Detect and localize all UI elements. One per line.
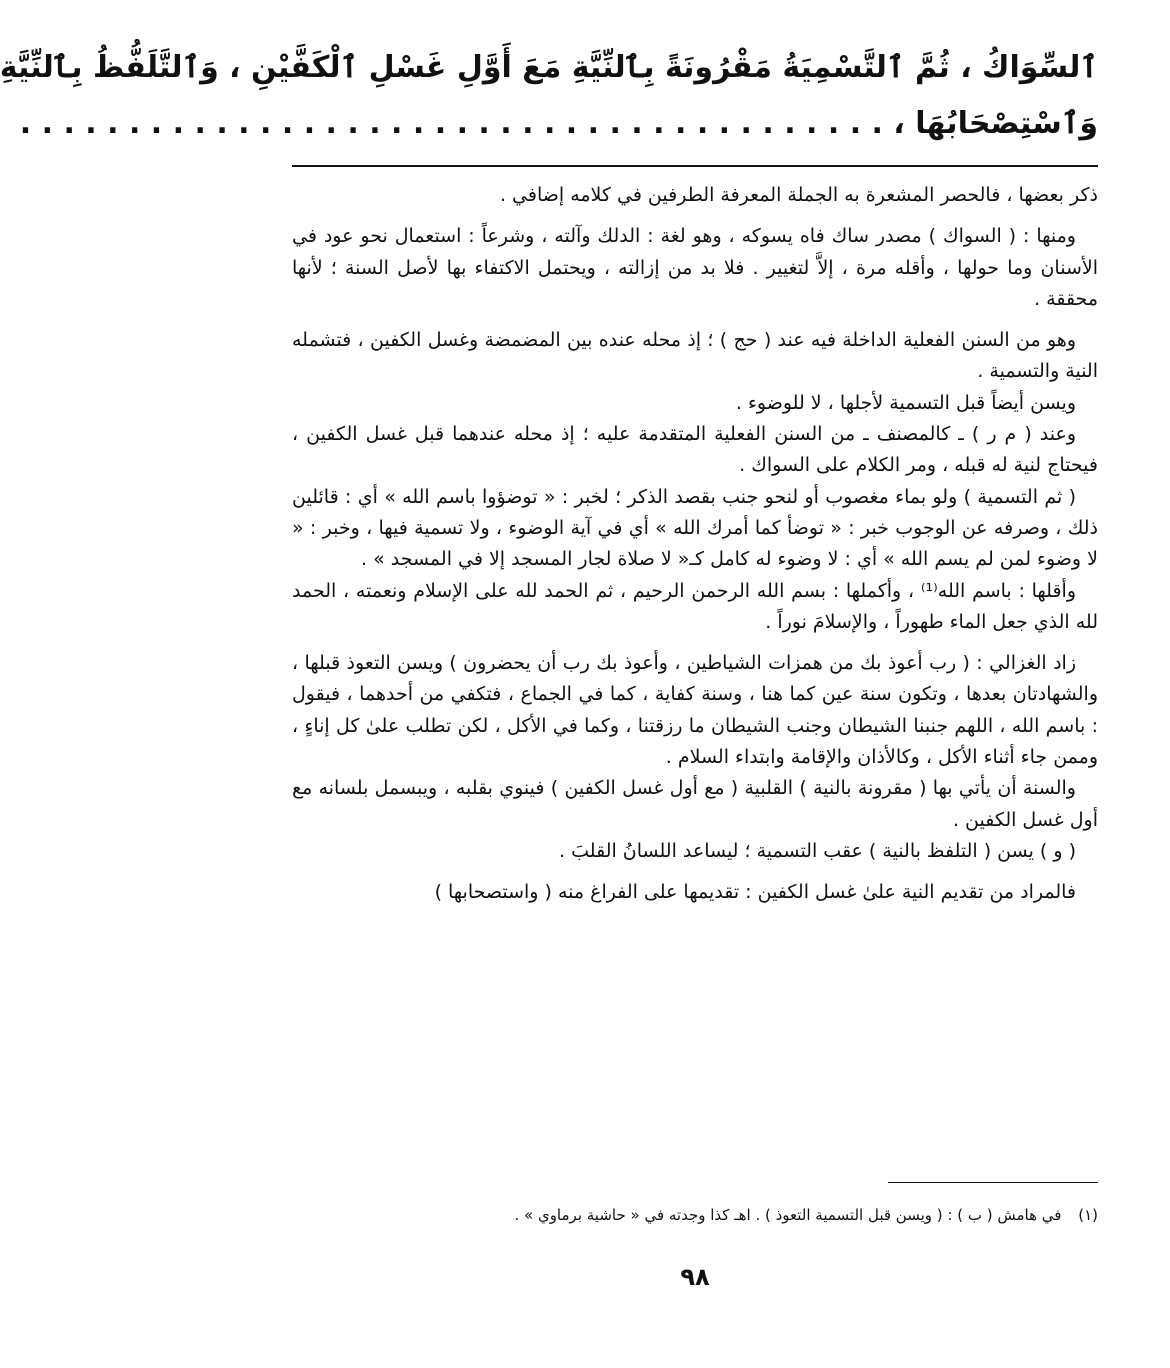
commentary-paragraph: زاد الغزالي : ( رب أعوذ بك من همزات الشياطين ، وأعوذ بك رب أن يحضرون ) ويسن التعوذ قبلها ، والشهادتان بعدها ، وتكون سنة عين كما هنا ، وسنة كفاية ، كما في الجماع ، فتكفي من أحدهما ، فيقول : باسم الله ، اللهم جنبنا الشيطان وجنب الشيطان ما رزقتنا ، وكما في الأكل ، لكن تطلب علىٰ كل إناءٍ ، وممن جاء أثناء الأكل ، وكالأذان والإقامة وابتداء السلام . bbox=[292, 652, 1098, 769]
footnote-text: في هامش ( ب ) : ( ويسن قبل التسمية التعوذ ) . اهـ كذا وجدته في « حاشية برماوي » . bbox=[514, 1206, 1062, 1224]
commentary-paragraph: ( ثم التسمية ) ولو بماء مغصوب أو لنحو جنب بقصد الذكر ؛ لخبر : « توضؤوا باسم الله » أي : قائلين ذلك ، وصرفه عن الوجوب خبر : « توضأ كما أمرك الله » أي في آية الوضوء ، ولا تسمية فيها ، وخبر : « لا وضوء لمن لم يسم الله » أي : لا وضوء له كامل كـ« لا صلاة لجار المسجد إلا في المسجد » . bbox=[292, 485, 1098, 571]
commentary-paragraph: فالمراد من تقديم النية علىٰ غسل الكفين : تقديمها على الفراغ منه ( واستصحابها ) bbox=[434, 881, 1076, 904]
matn-line: ٱلسِّوَاكُ ، ثُمَّ ٱلتَّسْمِيَةُ مَقْرُونَةً بِٱلنِّيَّةِ مَعَ أَوَّلِ غَسْلِ ٱلْكَفَّيْنِ ، وَٱلتَّلَفُّظُ بِٱلنِّيَّةِ bbox=[0, 50, 1098, 85]
commentary-paragraph: وأقلها : باسم الله⁽¹⁾ ، وأكملها : بسم الله الرحمن الرحيم ، ثم الحمد لله على الإسلام ونعمته ، الحمد لله الذي جعل الماء طهوراً ، والإسلامَ نوراً . bbox=[292, 579, 1098, 633]
commentary-paragraph: والسنة أن يأتي بها ( مقرونة بالنية ) القلبية ( مع أول غسل الكفين ) فينوي بقلبه ، ويبسمل بلسانه مع أول غسل الكفين . bbox=[292, 777, 1098, 831]
commentary-paragraph: ذكر بعضها ، فالحصر المشعرة به الجملة المعرفة الطرفين في كلامه إضافي . bbox=[499, 184, 1098, 206]
matn-separator-rule bbox=[292, 165, 1098, 167]
commentary-paragraph: وعند ( م ر ) ـ كالمصنف ـ من السنن الفعلية المتقدمة عليه ؛ إذ محله عندهما قبل غسل الكفين ، فيحتاج لنية له قبله ، ومر الكلام على السواك . bbox=[292, 423, 1098, 477]
commentary-paragraph: ( و ) يسن ( التلفظ بالنية ) عقب التسمية ؛ ليساعد اللسانُ القلبَ . bbox=[559, 839, 1076, 862]
page-number: ٩٨ bbox=[680, 1263, 710, 1291]
commentary-paragraph: ومنها : ( السواك ) مصدر ساك فاه يسوكه ، وهو لغة : الدلك وآلته ، وشرعاً : استعمال نحو عود في الأسنان وما حولها ، وأقله مرة ، إلاَّ لتغيير . فلا بد من إزالته ، ويحتمل الاكتفاء بها لأصل السنة ؛ لأنها محققة . bbox=[292, 225, 1098, 310]
matn-text-block bbox=[0, 40, 1098, 152]
matn-line: وَٱسْتِصْحَابُهَا ، . . . . . . . . . . . . . . . . . . . . . . . . . . . . . . . . . . . . . . . . bbox=[19, 106, 1098, 141]
footnote-number: (١) bbox=[1078, 1206, 1098, 1224]
footnote-separator-rule bbox=[888, 1182, 1098, 1183]
footnote bbox=[292, 1204, 1098, 1226]
commentary-paragraph: وهو من السنن الفعلية الداخلة فيه عند ( حج ) ؛ إذ محله عنده بين المضمضة وغسل الكفين ، فتشمله النية والتسمية . bbox=[292, 329, 1098, 383]
commentary-block bbox=[292, 180, 1098, 909]
commentary-paragraph: ويسن أيضاً قبل التسمية لأجلها ، لا للوضوء . bbox=[735, 391, 1076, 414]
